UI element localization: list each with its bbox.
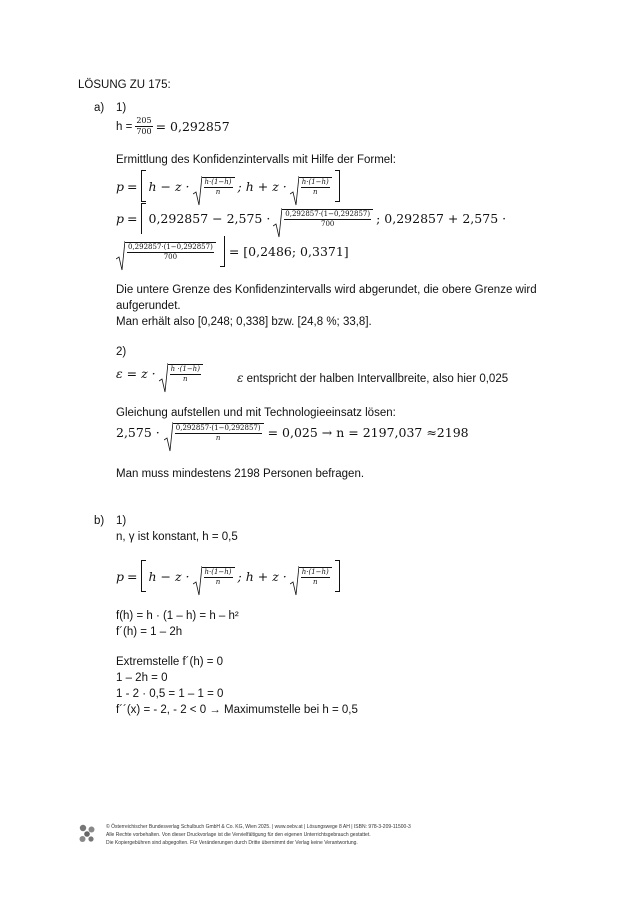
- conclusion-text: Man muss mindestens 2198 Personen befragen.: [116, 468, 365, 480]
- root-sign-icon: [290, 176, 299, 206]
- explanation-line1: Die untere Grenze des Konfidenzintervalls wird abgerundet, die obere Grenze wird: [116, 284, 537, 296]
- epsilon-note: [237, 371, 508, 385]
- square-root: [164, 423, 264, 442]
- equation-line2: 1 - 2 · 0,5 = 1 – 1 = 0: [116, 688, 224, 700]
- relative-frequency-equation: [116, 117, 230, 136]
- value-denominator: 700: [163, 253, 178, 261]
- right-bracket: [335, 170, 340, 202]
- interval-result: = [0,2486; 0,3371]: [228, 244, 349, 259]
- upper-bound-term: ; h + z ·: [237, 178, 287, 194]
- value-numerator: 0,292857·(1−0,292857): [128, 243, 213, 251]
- function-definition: f(h) = h · (1 – h) = h – h²: [116, 610, 239, 622]
- interval-formula: [116, 170, 340, 202]
- lower-bound-term: h − z ·: [148, 568, 190, 584]
- square-root: [193, 177, 235, 196]
- sample-size-rhs: = 0,025 → n = 2197,037 ≈2198: [267, 425, 469, 440]
- upper-bound-term: ; h + z ·: [237, 568, 287, 584]
- gleichung-text: Gleichung aufstellen und mit Technologieeinsatz lösen:: [116, 407, 396, 419]
- upper-value-term: ; 0,292857 + 2,575 ·: [376, 211, 507, 226]
- radicand-fraction: [170, 366, 201, 383]
- equals-sign: =: [127, 211, 138, 226]
- publisher-logo-icon: [76, 822, 98, 844]
- lower-bound-term: h − z ·: [148, 178, 190, 194]
- radicand-fraction: [301, 569, 330, 586]
- right-bracket: [220, 236, 225, 267]
- p-symbol: p: [116, 211, 125, 226]
- p-symbol: p: [116, 568, 125, 584]
- value-fraction: [127, 244, 214, 261]
- equation-line1: 1 – 2h = 0: [116, 672, 168, 684]
- lower-value-term: 0,292857 − 2,575 ·: [148, 211, 271, 226]
- footer-disclaimer: Die Kopiergebühren sind abgegolten. Für Veränderungen durch Dritte übernimmt der Verlag keine Verantwortung.: [106, 840, 358, 846]
- sample-size-numerator: 0,292857·(1−0,292857): [175, 424, 261, 432]
- radicand-denominator: n: [313, 187, 318, 196]
- root-sign-icon: [159, 363, 168, 393]
- part-b-sub1-label: 1): [116, 515, 127, 527]
- sample-size-equation: 2,575 · $\frac{0,292857\cdot(1-0,292857)}{n}$ = 0,025 → n = 2197,037 ≈2198: [116, 423, 469, 442]
- extremstelle-text: Extremstelle f´(h) = 0: [116, 656, 224, 668]
- radicand-denominator: n: [215, 187, 221, 196]
- sample-size-fraction: [175, 425, 262, 442]
- interval-values-line1: [116, 203, 506, 234]
- radicand-fraction: [301, 179, 330, 196]
- root-sign-icon: [164, 422, 173, 452]
- first-derivative: f´(h) = 1 – 2h: [116, 626, 183, 638]
- root-sign-icon: [116, 241, 125, 271]
- epsilon-note-text: entspricht der halben Intervallbreite, also hier 0,025: [246, 373, 509, 385]
- root-sign-icon: [193, 566, 202, 596]
- left-bracket: [141, 203, 146, 234]
- publisher-logo: [76, 822, 98, 844]
- sample-size-denominator: n: [215, 434, 221, 442]
- root-sign-icon: [273, 208, 282, 238]
- equals-sign: =: [127, 568, 138, 584]
- h-fraction: [135, 117, 152, 136]
- radicand-denominator: n: [313, 577, 318, 586]
- square-root: [290, 177, 332, 196]
- radicand-numerator: h·(1−h): [301, 567, 329, 576]
- h-lhs: h =: [116, 120, 133, 133]
- root-sign-icon: [193, 176, 202, 206]
- h-rhs: = 0,292857: [155, 119, 230, 134]
- radicand-numerator: h·(1−h): [204, 567, 232, 576]
- p-symbol: p: [116, 178, 125, 194]
- z-coefficient: 2,575: [116, 425, 152, 440]
- interval-formula-b: [116, 560, 340, 592]
- ermittlung-text: Ermittlung des Konfidenzintervalls mit Hilfe der Formel:: [116, 154, 396, 166]
- radicand-fraction: [204, 179, 233, 196]
- equation-line3: f´´(x) = - 2, - 2 < 0 → Maximumstelle bei h = 0,5: [116, 704, 358, 716]
- left-bracket: [141, 560, 146, 592]
- h-denominator: 700: [136, 127, 152, 136]
- explanation-line2: aufgerundet.: [116, 300, 181, 312]
- interval-result-text: Man erhält also [0,248; 0,338] bzw. [24,8 %; 33,8].: [116, 316, 372, 328]
- square-root: [273, 209, 373, 228]
- footer-copyright: © Österreichischer Bundesverlag Schulbuch GmbH & Co. KG, Wien 2025. | www.oebv.at | Lösungswege 8 AH | ISBN: 978-3-209-11500-3: [106, 824, 411, 830]
- epsilon-symbol: ε: [237, 371, 244, 385]
- radicand-fraction: [204, 569, 233, 586]
- part-b-label: b): [94, 515, 105, 527]
- square-root: [159, 364, 203, 383]
- radicand-denominator: n: [215, 577, 221, 586]
- radicand-numerator: h·(1−h): [301, 177, 329, 186]
- value-numerator: 0,292857·(1−0,292857): [285, 210, 371, 218]
- interval-values-line2: [116, 236, 349, 267]
- constant-text: n, γ ist konstant, h = 0,5: [116, 531, 238, 543]
- value-fraction: [284, 211, 371, 228]
- equals-sign: =: [127, 178, 138, 194]
- part-a-sub2-label: 2): [116, 346, 127, 358]
- radicand-numerator: h ·(1−h): [170, 365, 200, 373]
- solution-heading: LÖSUNG ZU 175:: [78, 79, 171, 91]
- h-numerator: 205: [136, 116, 152, 125]
- value-denominator: 700: [321, 220, 335, 228]
- square-root: [193, 567, 235, 586]
- right-bracket: [335, 560, 340, 592]
- epsilon-lhs: ε = z ·: [116, 366, 156, 381]
- square-root: [116, 242, 216, 261]
- part-a-sub1-label: 1): [116, 102, 127, 114]
- square-root: [290, 567, 332, 586]
- left-bracket: [141, 170, 146, 202]
- radicand-denominator: n: [183, 375, 188, 383]
- part-a-label: a): [94, 102, 105, 114]
- radicand-numerator: h·(1−h): [204, 177, 232, 186]
- footer-rights: Alle Rechte vorbehalten. Von dieser Druckvorlage ist die Vervielfältigung für den eigenen Unterrichtsgebrauch gestattet.: [106, 832, 371, 838]
- root-sign-icon: [290, 566, 299, 596]
- epsilon-formula: [116, 364, 203, 383]
